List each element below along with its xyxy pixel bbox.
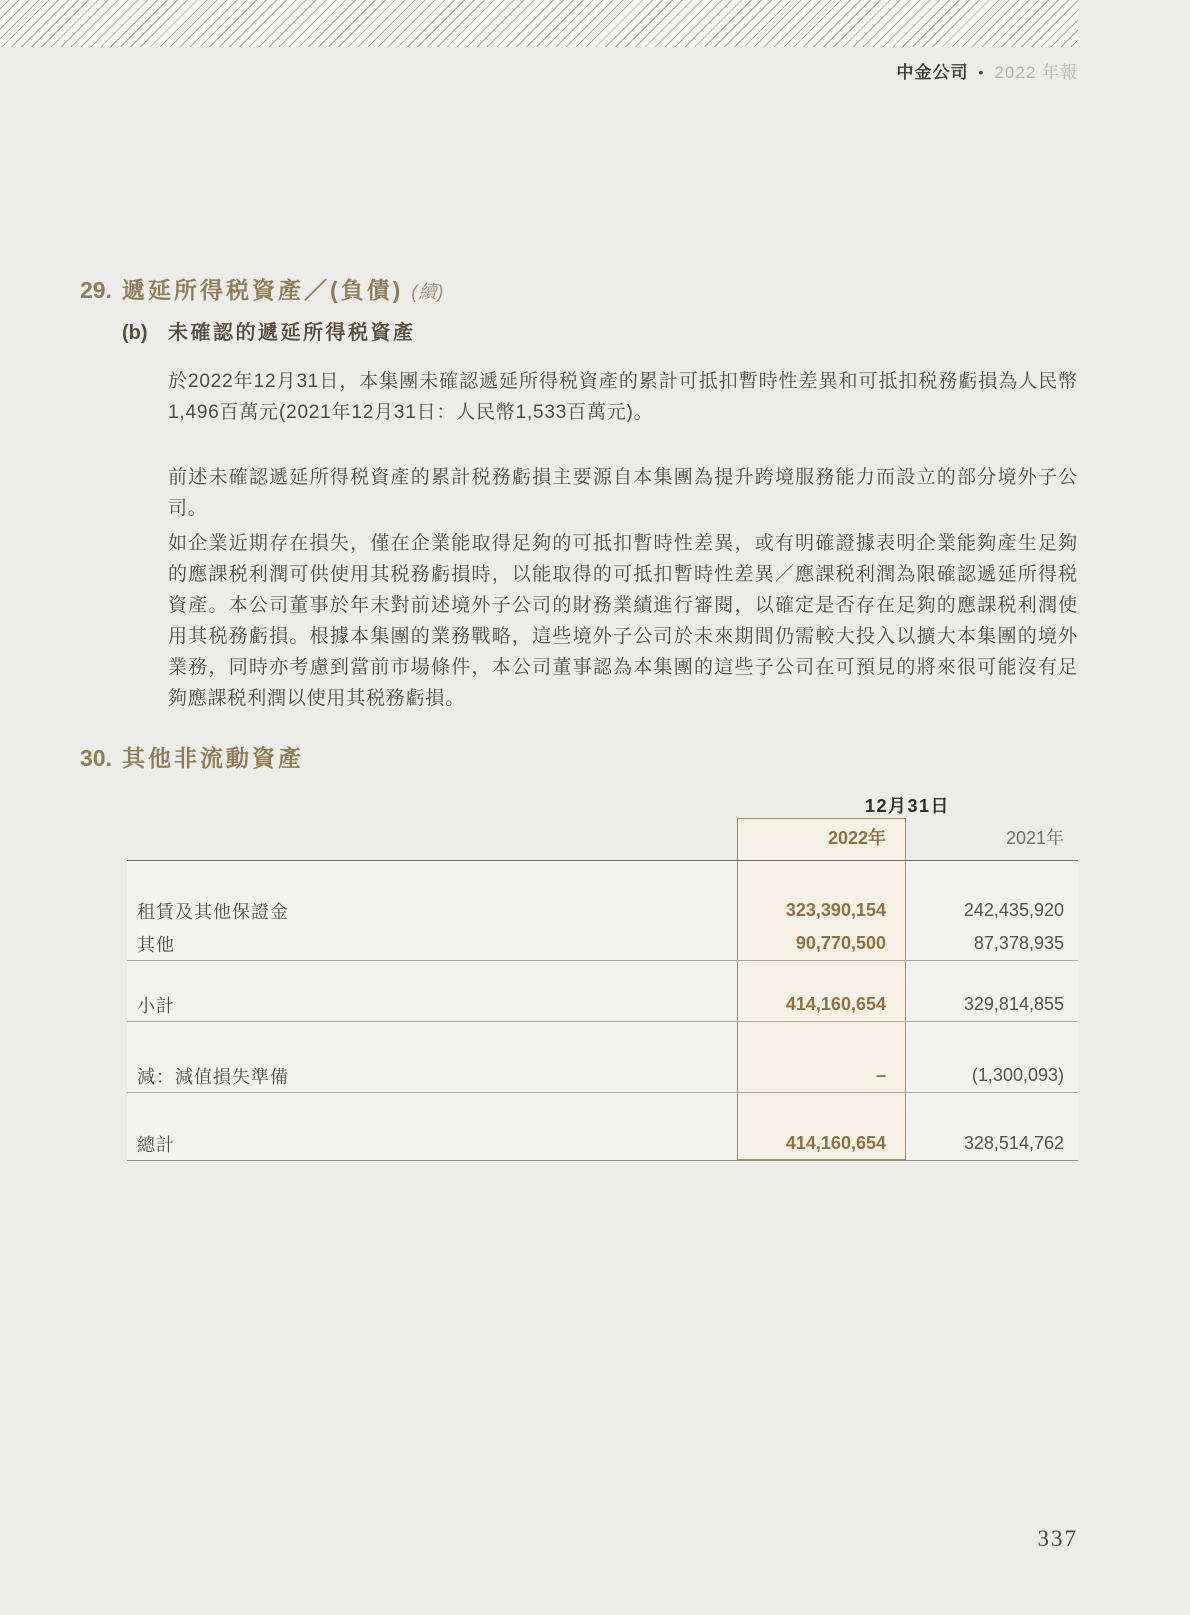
row-separator-rule [127,1092,1078,1093]
value-2022: – [875,1065,886,1085]
value-2022: 90,770,500 [795,933,886,953]
column-header-2021: 2021年 [1005,828,1064,848]
value-2021: 328,514,762 [963,1133,1064,1153]
row-separator-rule [127,1021,1078,1022]
table-row-deposits [127,894,1078,927]
hatch-pattern-band [0,0,1078,47]
page-number: 337 [1037,1526,1078,1551]
header-rule [127,860,1078,861]
table-row-subtotal [127,988,1078,1021]
table-row-total [127,1127,1078,1160]
value-2022: 323,390,154 [785,900,886,920]
row-label: 減：減值損失準備 [137,1066,289,1087]
row-label: 其他 [137,934,175,955]
paragraph-recognition-policy: 如企業近期存在損失，僅在企業能取得足夠的可抵扣暫時性差異，或有明確證據表明企業能夠產生足夠的應課税利潤可供使用其税務虧損時，以能取得的可抵扣暫時性差異／應課税利潤為限確認遞延所得税資產。本公司董事於年末對前述境外子公司的財務業績進行審閱，以確定是否存在足夠的應課税利潤使用其税務虧損。根據本集團的業務戰略，這些境外子公司於未來期間仍需較大投入以擴大本集團的境外業務，同時亦考慮到當前市場條件，本公司董事認為本集團的這些子公司在可預見的將來很可能沒有足夠應課税利潤以使用其税務虧損。 [168,533,1078,709]
section-29-title: 遞延所得税資產／(負債) [122,277,404,303]
value-2021: (1,300,093) [971,1065,1064,1085]
value-2021: 242,435,920 [963,900,1064,920]
paragraph-tax-losses-source: 前述未確認遞延所得税資產的累計税務虧損主要源自本集團為提升跨境服務能力而設立的部分境外子公司。 [168,467,1078,519]
running-header [0,60,1078,85]
table-row-impairment [127,1059,1078,1092]
value-2022: 414,160,654 [785,994,886,1014]
row-label: 總計 [137,1134,175,1155]
section-30-heading [80,740,304,773]
subsection-b-label: (b) [122,322,148,344]
section-29-heading [80,272,444,305]
value-2021: 87,378,935 [973,933,1064,953]
row-label: 租賃及其他保證金 [137,901,289,922]
value-2022: 414,160,654 [785,1133,886,1153]
column-header-2022: 2022年 [827,828,886,848]
section-29-number: 29. [80,277,112,303]
row-label: 小計 [137,995,175,1016]
value-2021: 329,814,855 [963,994,1064,1014]
subsection-b-title: 未確認的遞延所得税資產 [168,322,416,344]
report-edition: 2022 年報 [994,63,1078,82]
table-row-others [127,927,1078,960]
company-name: 中金公司 [896,63,969,82]
other-noncurrent-assets-table [127,792,1078,1164]
table-year-header-row [127,818,1078,860]
section-29-continued-note: (續) [411,282,445,302]
table-date-header: 12月31日 [864,796,951,816]
subsection-b-heading [122,316,416,345]
row-separator-rule [127,960,1078,961]
section-30-number: 30. [80,745,112,771]
table-bottom-rule [127,1160,1078,1161]
paragraph-unrecognized-dta: 於2022年12月31日，本集團未確認遞延所得税資產的累計可抵扣暫時性差異和可抵扣税務虧損為人民幣1,496百萬元(2021年12月31日：人民幣1,533百萬元)。 [168,371,1078,423]
section-30-title: 其他非流動資產 [122,745,304,771]
bullet-separator-icon: • [978,64,985,80]
